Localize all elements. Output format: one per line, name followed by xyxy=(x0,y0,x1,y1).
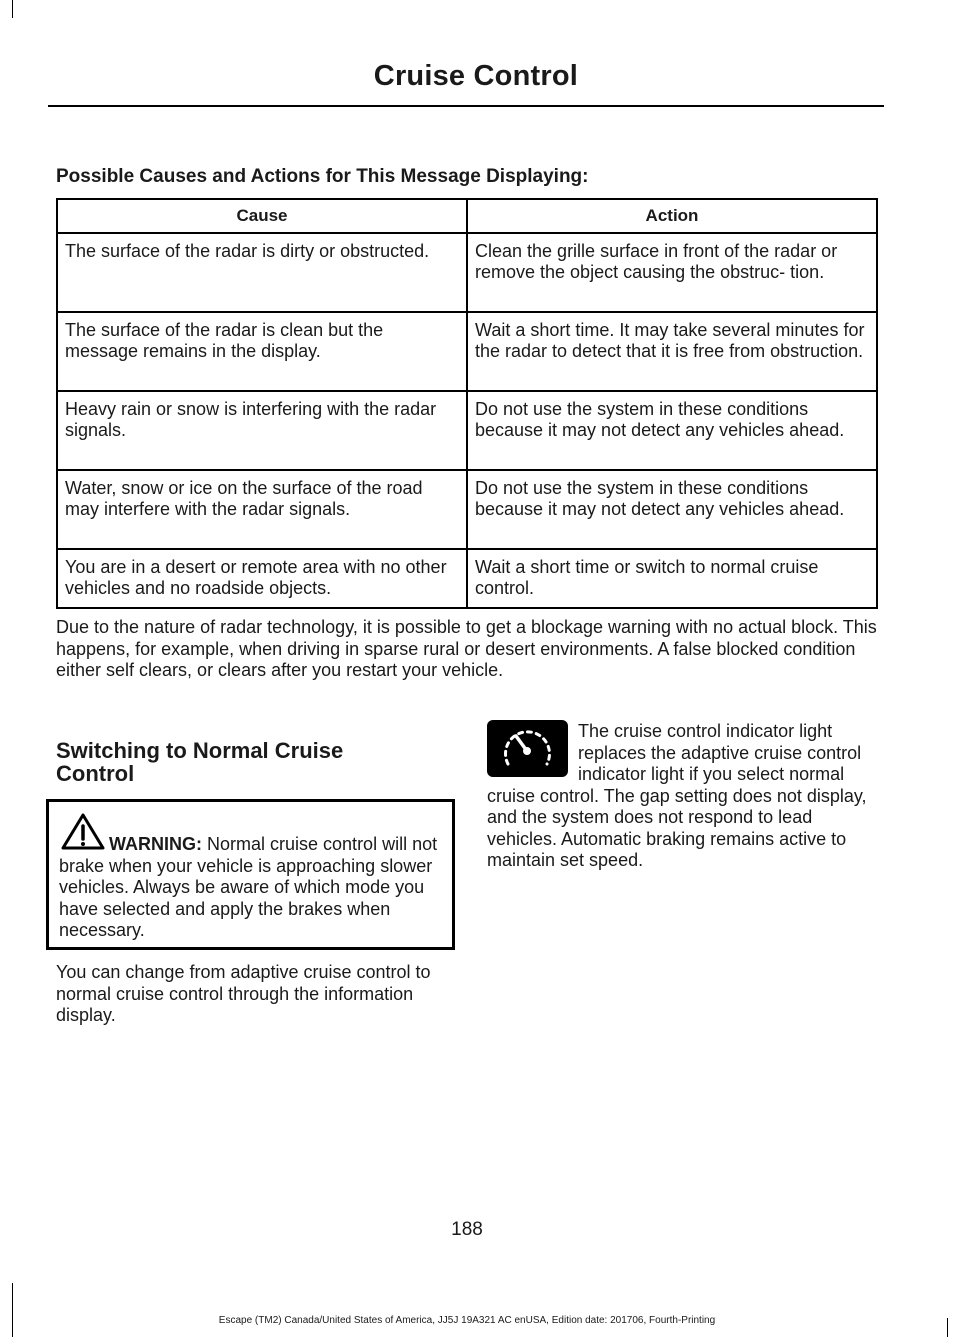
table-row xyxy=(57,391,877,470)
cause-cell: You are in a desert or remote area with no other vehicles and no roadside objects. xyxy=(57,549,467,608)
crop-mark-bottom-left xyxy=(12,1283,13,1337)
table-row xyxy=(57,470,877,549)
blockage-paragraph: Due to the nature of radar technology, it is possible to get a blockage warning with no actual block. This happens, for example, when driving in sparse rural or desert environments. A false blocked condition either self clears, or clears after you restart your vehicle. xyxy=(56,617,877,680)
table-row xyxy=(57,312,877,391)
cause-cell: The surface of the radar is dirty or obstructed. xyxy=(57,233,467,312)
table-row xyxy=(57,233,877,312)
cause-cell: The surface of the radar is clean but the message remains in the display. xyxy=(57,312,467,391)
warning-text xyxy=(59,834,442,942)
warning-triangle-icon xyxy=(61,813,105,851)
table-row xyxy=(57,549,877,608)
indicator-paragraph xyxy=(487,721,887,872)
change-mode-paragraph: You can change from adaptive cruise control to normal cruise control through the information display. xyxy=(56,962,431,1025)
action-cell: Wait a short time. It may take several minutes for the radar to detect that it is free from obstruction. xyxy=(467,312,877,391)
action-cell: Wait a short time or switch to normal cruise control. xyxy=(467,549,877,608)
table-header-row xyxy=(57,199,877,233)
warning-box xyxy=(46,799,455,950)
cause-cell: Water, snow or ice on the surface of the road may interfere with the radar signals. xyxy=(57,470,467,549)
page-number: 188 xyxy=(451,1219,483,1240)
action-cell: Clean the grille surface in front of the radar or remove the object causing the obstruc- tion. xyxy=(467,233,877,312)
column-header-cause: Cause xyxy=(57,199,467,233)
title-divider xyxy=(48,105,884,107)
column-header-action: Action xyxy=(467,199,877,233)
crop-mark-bottom-right xyxy=(947,1318,948,1337)
indicator-text: The cruise control indicator light replaces the adaptive cruise control indicator light if you select normal cruise control. The gap setting does not display, and the system does not respond to lead vehicles. Automatic braking remains active to maintain set speed. xyxy=(487,721,867,870)
crop-mark-top-left xyxy=(12,0,13,18)
section-heading: Possible Causes and Actions for This Message Displaying: xyxy=(56,166,589,187)
causes-actions-table xyxy=(56,198,878,609)
switching-heading: Switching to Normal Cruise Control xyxy=(56,738,344,786)
warning-label: WARNING: xyxy=(109,834,202,854)
action-cell: Do not use the system in these conditions because it may not detect any vehicles ahead. xyxy=(467,470,877,549)
footer-text: Escape (TM2) Canada/United States of America, JJ5J 19A321 AC enUSA, Edition date: 201706, Fourth-Printing xyxy=(218,1315,716,1326)
warning-body: Normal cruise control will not brake when your vehicle is approaching slower vehicles. Always be aware of which mode you have selected and apply the brakes when necessary. xyxy=(59,834,438,940)
page-title: Cruise Control xyxy=(373,60,578,92)
action-cell: Do not use the system in these conditions because it may not detect any vehicles ahead. xyxy=(467,391,877,470)
cause-cell: Heavy rain or snow is interfering with the radar signals. xyxy=(57,391,467,470)
